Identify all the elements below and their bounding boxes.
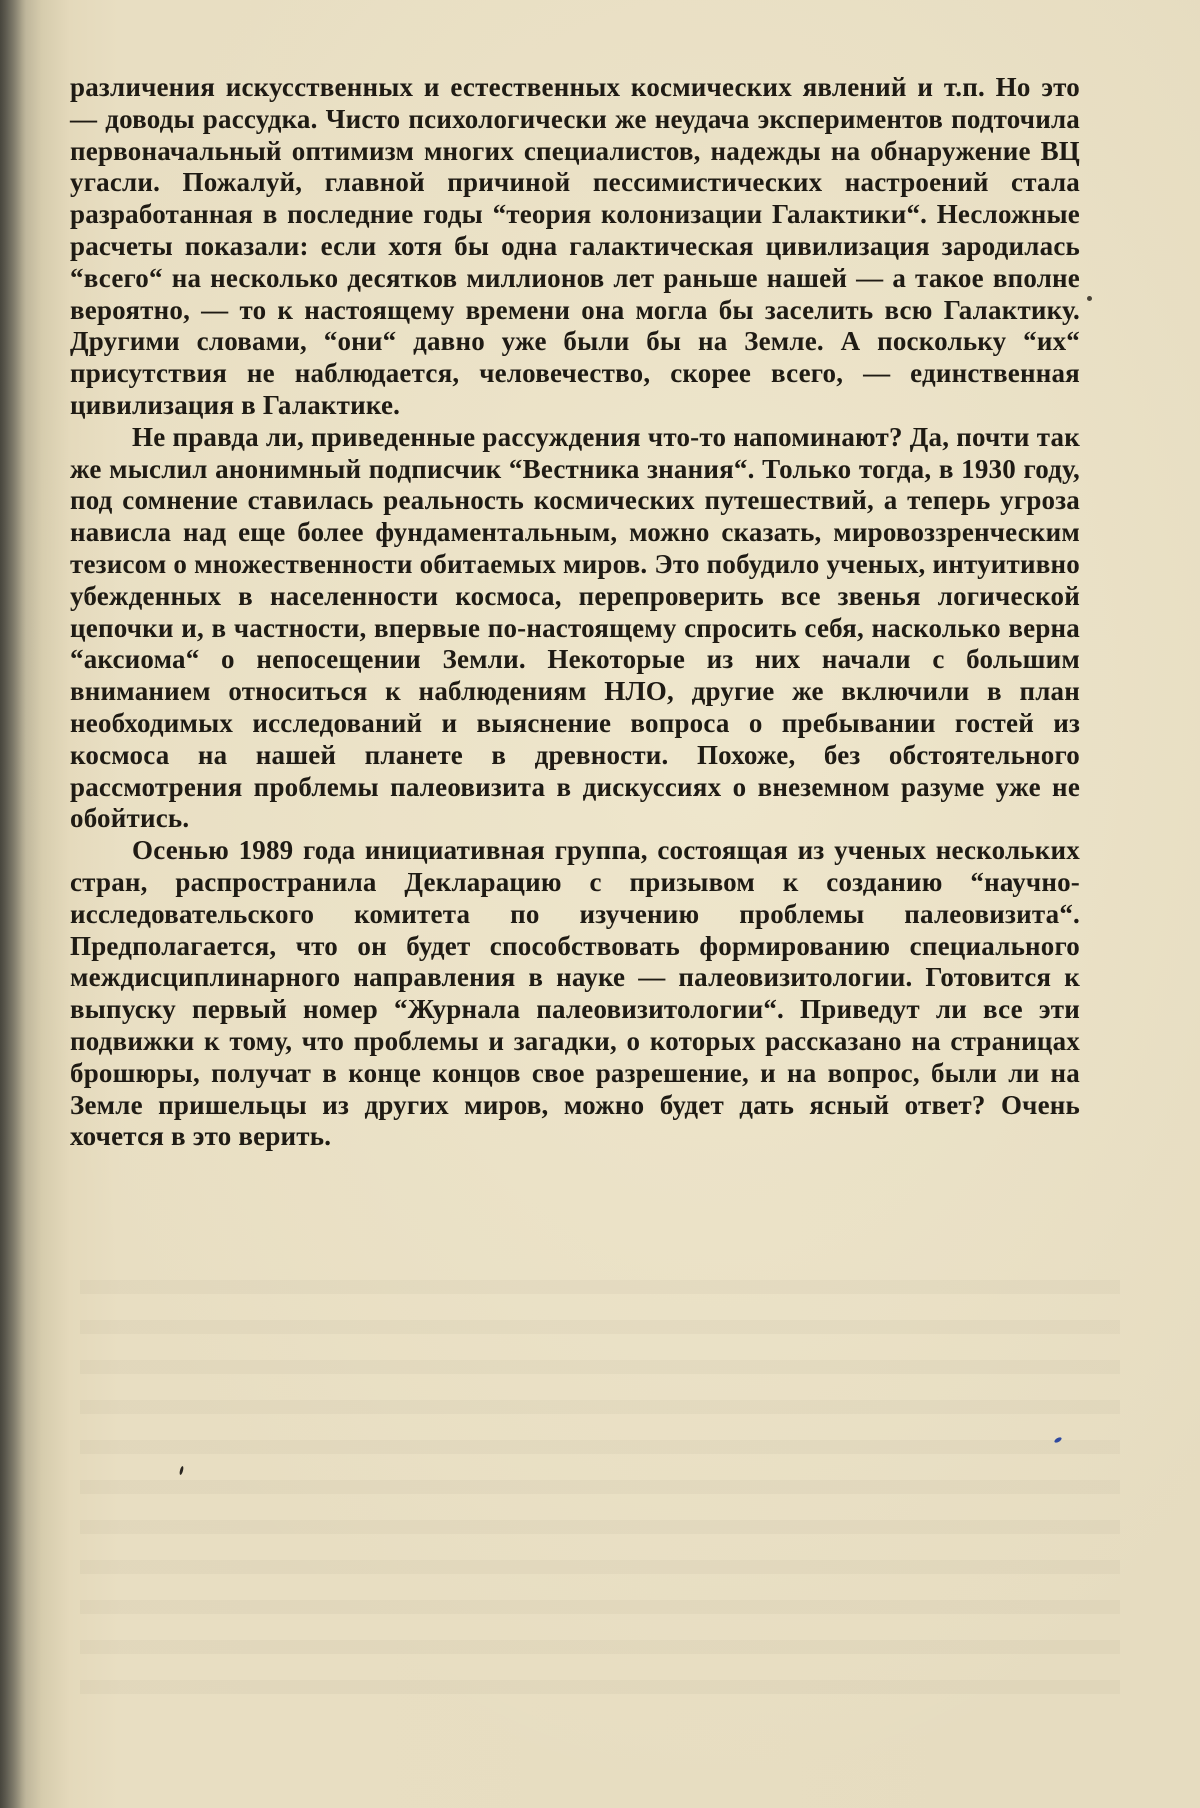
paragraph-3: Осенью 1989 года инициативная группа, состоящая из ученых нескольких стран, распространила Декларацию с призывом к созданию “научно-исследовательского комитета по изучению проблемы палеовизита“. Предполагается, что он будет способствовать формированию специального междисциплинарного направления в науке — палеовизитологии. Готовится к выпуску первый номер “Журнала палеовизитологии“. Приведут ли все эти подвижки к тому, что проблемы и загадки, о которых рассказано на страницах брошюры, получат в конце концов свое разрешение, и на вопрос, были ли на Земле пришельцы из других миров, можно будет дать ясный ответ? Очень хочется в это верить. bbox=[70, 835, 1080, 1152]
paragraph-2: Не правда ли, приведенные рассуждения что-то напоминают? Да, почти так же мыслил анонимный подписчик “Вестника знания“. Только тогда, в 1930 году, под сомнение ставилась реальность космических путешествий, а теперь угроза нависла над еще более фундаментальным, можно сказать, мировоззренческим тезисом о множественности обитаемых миров. Это побудило ученых, интуитивно убежденных в населенности космоса, перепроверить все звенья логической цепочки и, в частности, впервые по-настоящему спросить себя, насколько верна “аксиома“ о непосещении Земли. Некоторые из них начали с большим вниманием относиться к наблюдениям НЛО, другие же включили в план необходимых исследований и выяснение вопроса о пребывании гостей из космоса на нашей планете в древности. Похоже, без обстоятельного рассмотрения проблемы палеовизита в дискуссиях о внеземном разуме уже не обойтись. bbox=[70, 421, 1080, 834]
ink-speck bbox=[1087, 296, 1092, 301]
paragraph-1: различения искусственных и естественных космических явлений и т.п. Но это — доводы рассудка. Чисто психологически же неудача экспериментов подточила первоначальный оптимизм многих специалистов, надежды на обнаружение ВЦ угасли. Пожалуй, главной причиной пессимистических настроений стала разработанная в последние годы “теория колонизации Галактики“. Несложные расчеты показали: если хотя бы одна галактическая цивилизация зародилась “всего“ на несколько десятков миллионов лет раньше нашей — а такое вполне вероятно, — то к настоящему времени она могла бы заселить всю Галактику. Другими словами, “они“ давно уже были бы на Земле. А поскольку “их“ присутствия не наблюдается, человечество, скорее всего, — единственная цивилизация в Галактике. bbox=[70, 72, 1080, 420]
reverse-side-bleed-through bbox=[80, 1280, 1120, 1700]
spine-shadow bbox=[0, 0, 26, 1808]
body-text bbox=[70, 72, 1080, 1153]
